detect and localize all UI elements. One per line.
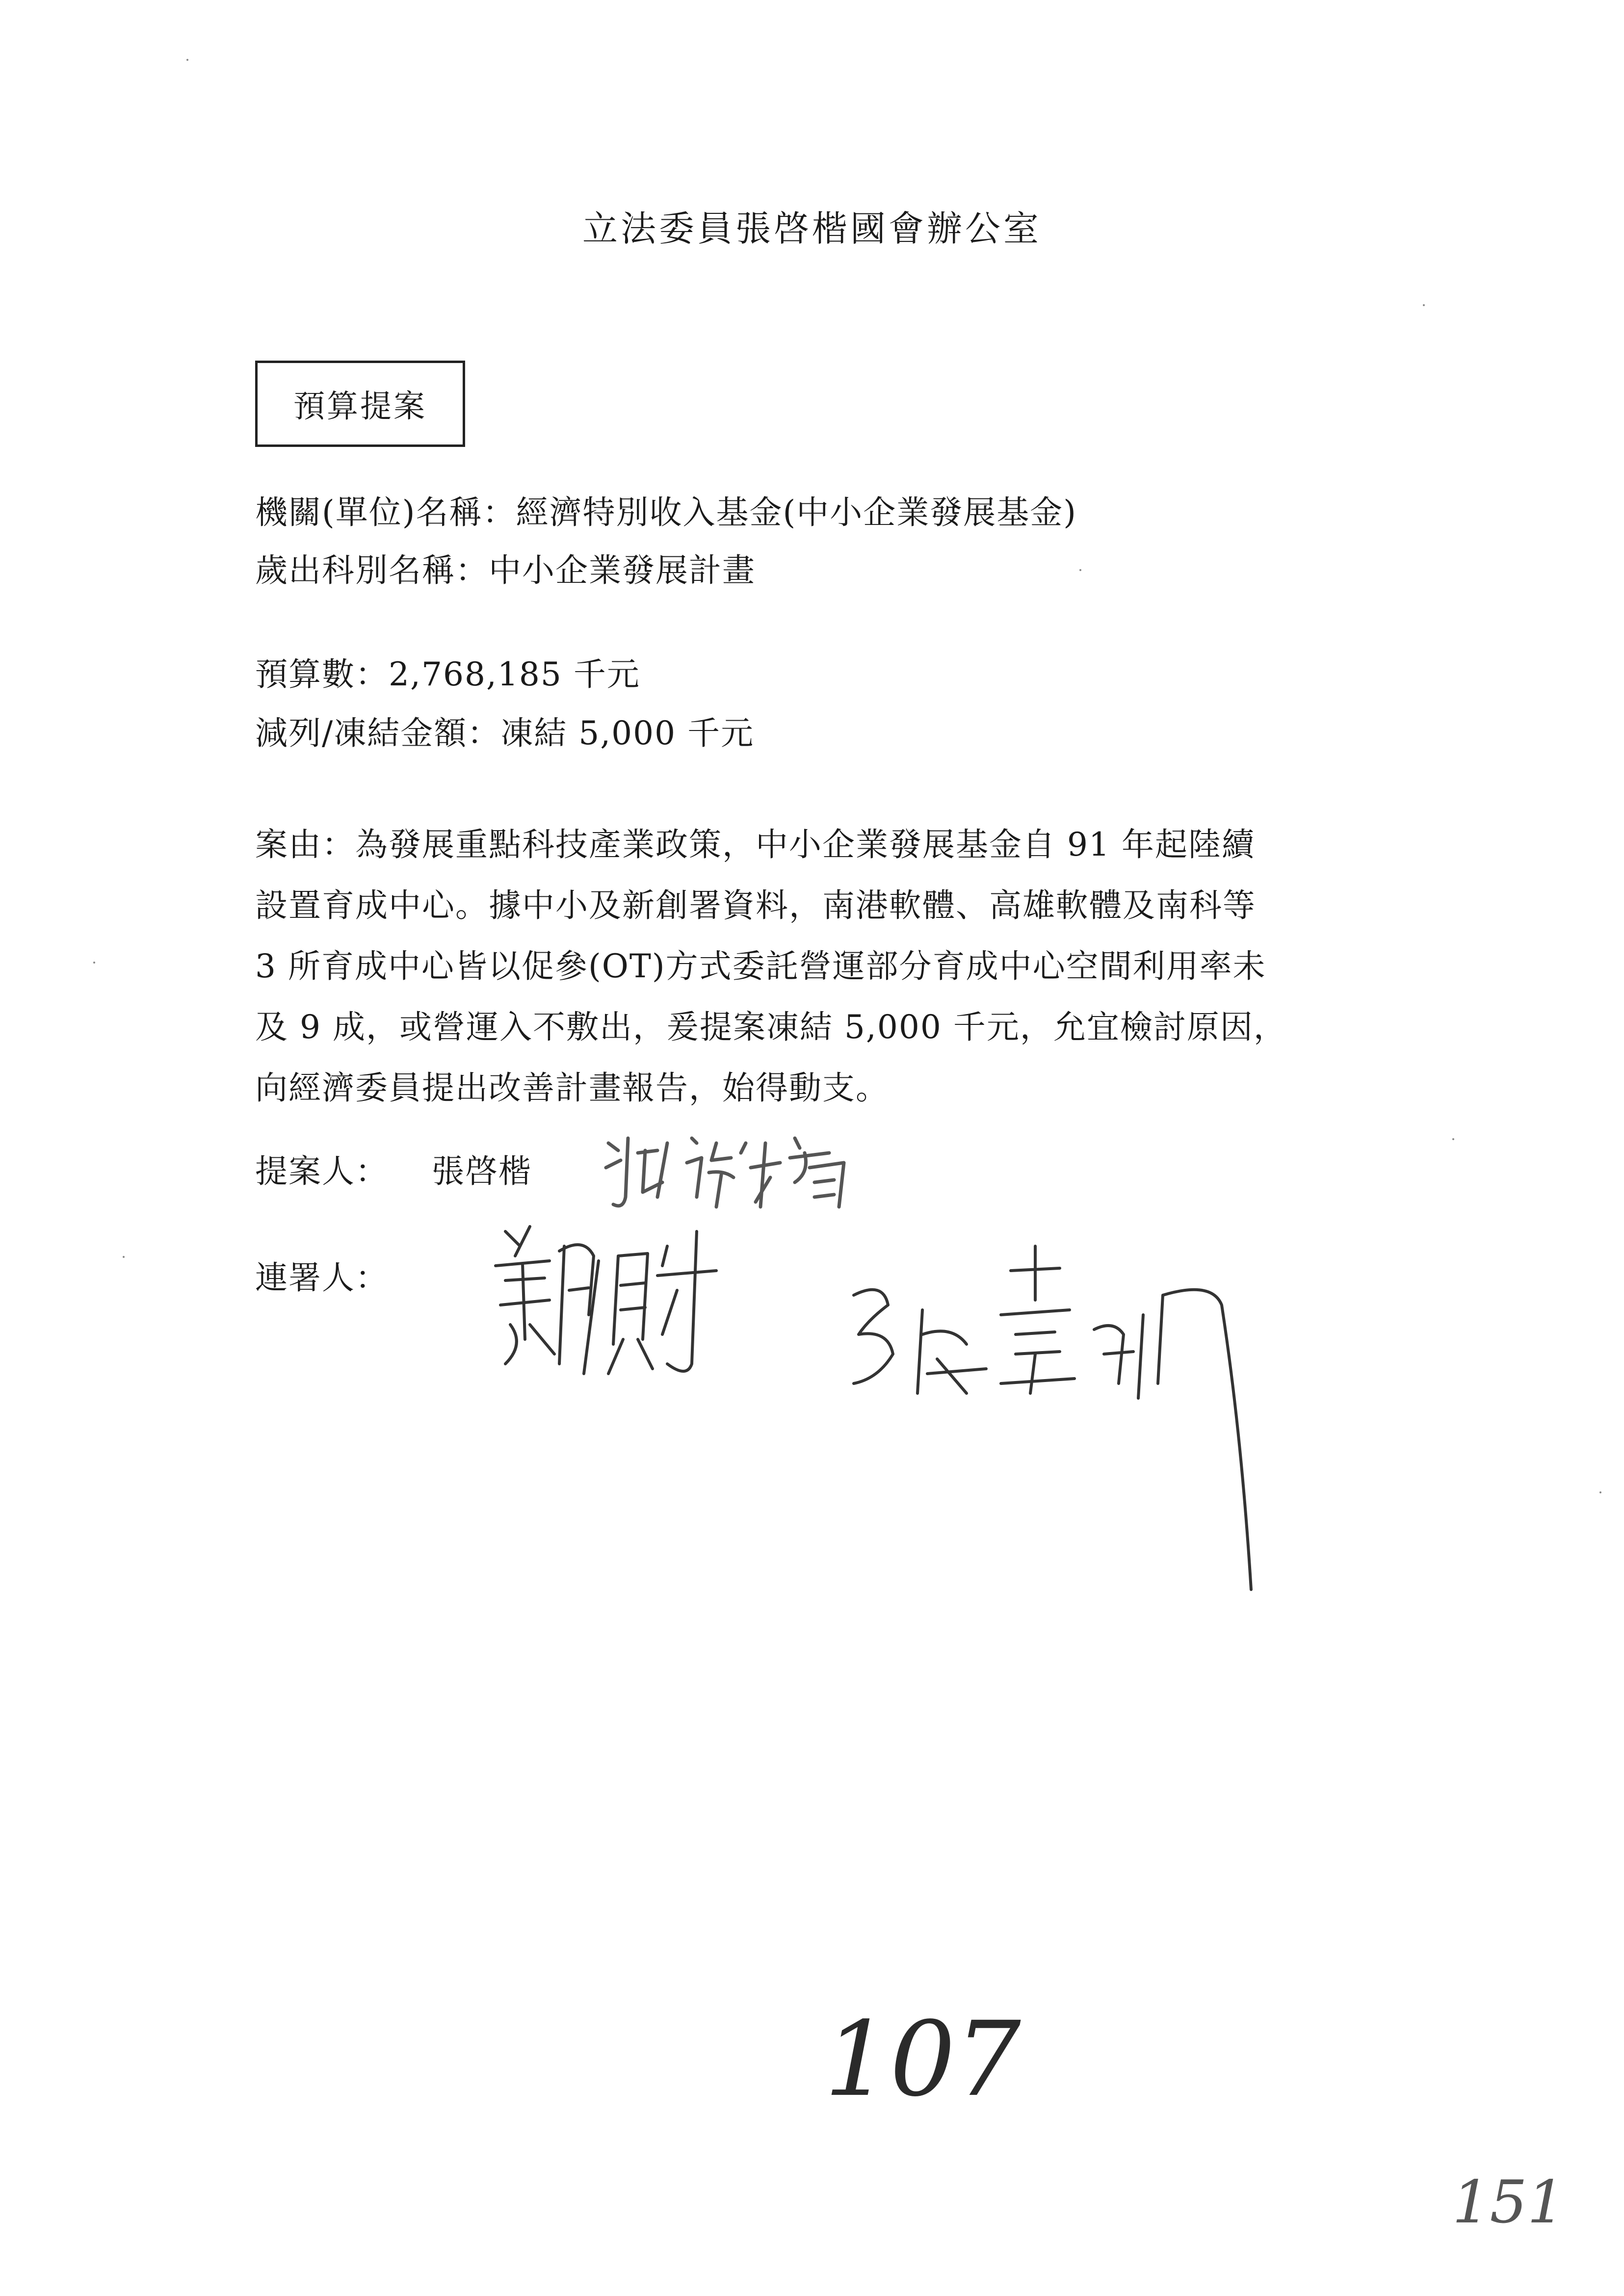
reason-line: 案由：為發展重點科技產業政策，中小企業發展基金自 91 年起陸續 — [255, 826, 1255, 863]
proposer-label: 提案人： — [255, 1152, 389, 1190]
handwritten-page-number — [814, 1999, 1040, 2124]
expense-item-name: 歲出科別名稱：中小企業發展計畫 — [255, 551, 756, 589]
proposal-type-box: 預算提案 — [255, 361, 465, 447]
cosigner-label: 連署人： — [255, 1259, 389, 1297]
scan-speck — [1599, 1491, 1601, 1493]
page-number-text: 107 — [824, 1999, 1021, 2119]
proposer-signature — [599, 1123, 873, 1222]
agency-name: 機關(單位)名稱：經濟特別收入基金(中小企業發展基金) — [255, 494, 1077, 531]
budget-amount: 預算數：2,768,185 千元 — [255, 655, 640, 693]
proposal-reason — [255, 814, 1393, 1119]
reason-line: 設置育成中心。據中小及新創署資料，南港軟體、高雄軟體及南科等 — [255, 887, 1256, 924]
corner-number-text: 151 — [1452, 2168, 1565, 2237]
corner-page-number — [1447, 2168, 1565, 2237]
cosigner-signature — [486, 1217, 760, 1393]
scan-speck — [1452, 1138, 1454, 1140]
freeze-amount: 減列/凍結金額：凍結 5,000 千元 — [255, 714, 755, 752]
cosigner-signature — [839, 1236, 1310, 1609]
office-title: 立法委員張啓楷國會辦公室 — [582, 208, 1042, 249]
scan-speck — [1423, 304, 1425, 306]
scan-speck — [123, 1256, 125, 1258]
scan-speck — [1079, 569, 1081, 571]
reason-line: 向經濟委員提出改善計畫報告，始得動支。 — [255, 1069, 889, 1107]
scan-speck — [186, 59, 188, 61]
proposer-name: 張啓楷 — [432, 1152, 532, 1190]
scan-speck — [93, 962, 95, 964]
reason-line: 及 9 成，或營運入不敷出，爰提案凍結 5,000 千元，允宜檢討原因， — [255, 1008, 1287, 1046]
reason-line: 3 所育成中心皆以促參(OT)方式委託營運部分育成中心空間利用率未 — [255, 947, 1266, 985]
